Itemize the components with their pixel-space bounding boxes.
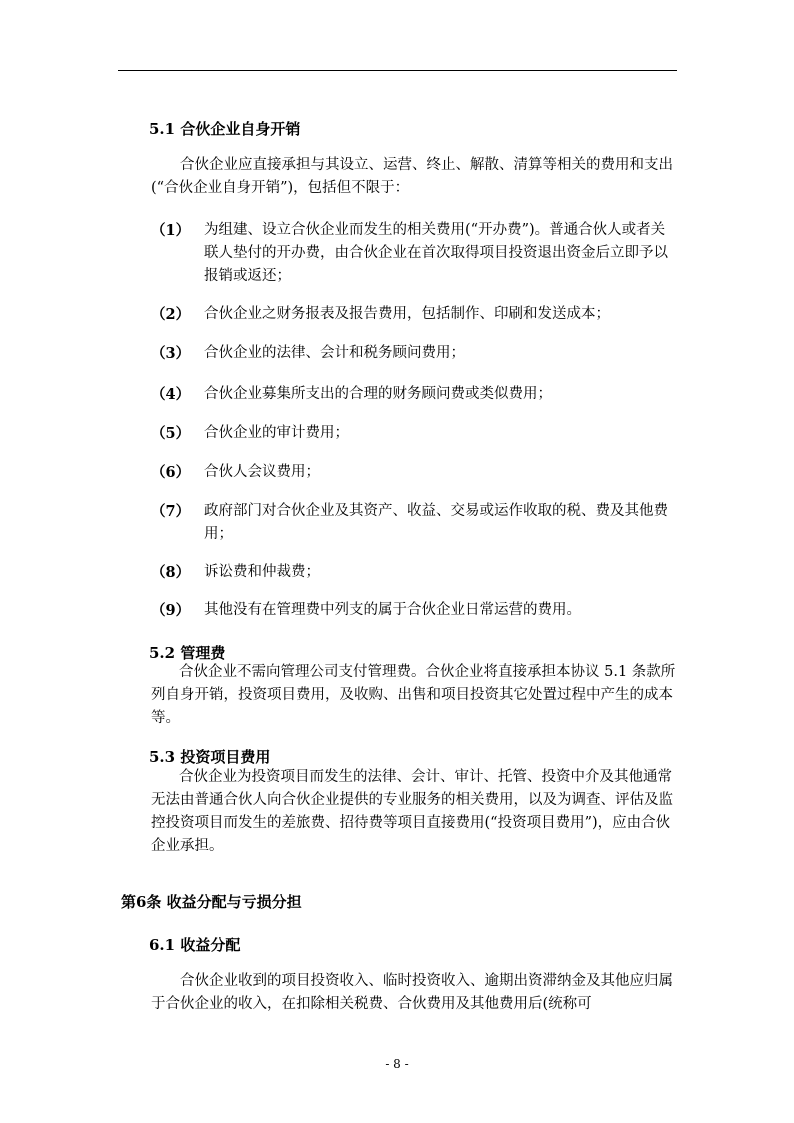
list-item-text: 合伙人会议费用； [204, 464, 320, 480]
list-item-number: （6） [151, 464, 191, 481]
list-item-text: 其他没有在管理费中列支的属于合伙企业日常运营的费用。 [204, 602, 581, 618]
list-item-number: （4） [151, 386, 191, 403]
section-5-3-body: 合伙企业为投资项目而发生的法律、会计、审计、托管、投资中介及其他通常无法由普通合伙人向合伙企业提供的专业服务的相关费用，以及为调查、评估及监控投资项目而发生的差旅费、招待费等项目直接费用(“投资项目费用”)，应由合伙企业承担。 [151, 769, 673, 854]
list-item-number: （1） [151, 222, 191, 239]
list-item-number: （7） [151, 503, 191, 520]
list-item-text: 合伙企业的审计费用； [204, 425, 349, 441]
list-item-text: 为组建、设立合伙企业而发生的相关费用(“开办费”)。普通合伙人或者关联人垫付的开办费，由合伙企业在首次取得项目投资退出资金后立即予以报销或返还； [204, 222, 668, 284]
section-5-2-heading: 5.2 管理费 [149, 644, 226, 662]
section-5-3-heading: 5.3 投资项目费用 [149, 748, 271, 766]
section-5-2-body: 合伙企业不需向管理公司支付管理费。合伙企业将直接承担本协议 5.1 条款所列自身开销，投资项目费用，及收购、出售和项目投资其它处置过程中产生的成本等。 [151, 664, 676, 726]
article-6-heading: 第6条 收益分配与亏损分担 [121, 893, 302, 911]
page-number: - 8 - [385, 1057, 409, 1071]
list-item-text: 诉讼费和仲裁费； [204, 564, 320, 580]
list-item-text: 合伙企业之财务报表及报告费用，包括制作、印刷和发送成本； [204, 306, 610, 322]
list-item-text: 合伙企业募集所支出的合理的财务顾问费或类似费用； [204, 386, 552, 402]
list-item-number: （2） [151, 306, 191, 323]
list-item-text: 政府部门对合伙企业及其资产、收益、交易或运作收取的税、费及其他费用； [204, 503, 668, 542]
section-5-1-intro: 合伙企业应直接承担与其设立、运营、终止、解散、清算等相关的费用和支出(“合伙企业自身开销”)，包括但不限于： [151, 157, 673, 196]
list-item-number: （5） [151, 425, 191, 442]
section-5-1-heading: 5.1 合伙企业自身开销 [149, 120, 301, 138]
list-item-number: （8） [151, 564, 191, 581]
section-6-1-body: 合伙企业收到的项目投资收入、临时投资收入、逾期出资滞纳金及其他应归属于合伙企业的收入，在扣除相关税费、合伙费用及其他费用后(统称可 [151, 973, 673, 1012]
header-rule [118, 70, 677, 71]
list-item-text: 合伙企业的法律、会计和税务顾问费用； [204, 345, 465, 361]
section-6-1-heading: 6.1 收益分配 [149, 936, 241, 954]
list-item-number: （9） [151, 602, 191, 619]
list-item-number: （3） [151, 345, 191, 362]
